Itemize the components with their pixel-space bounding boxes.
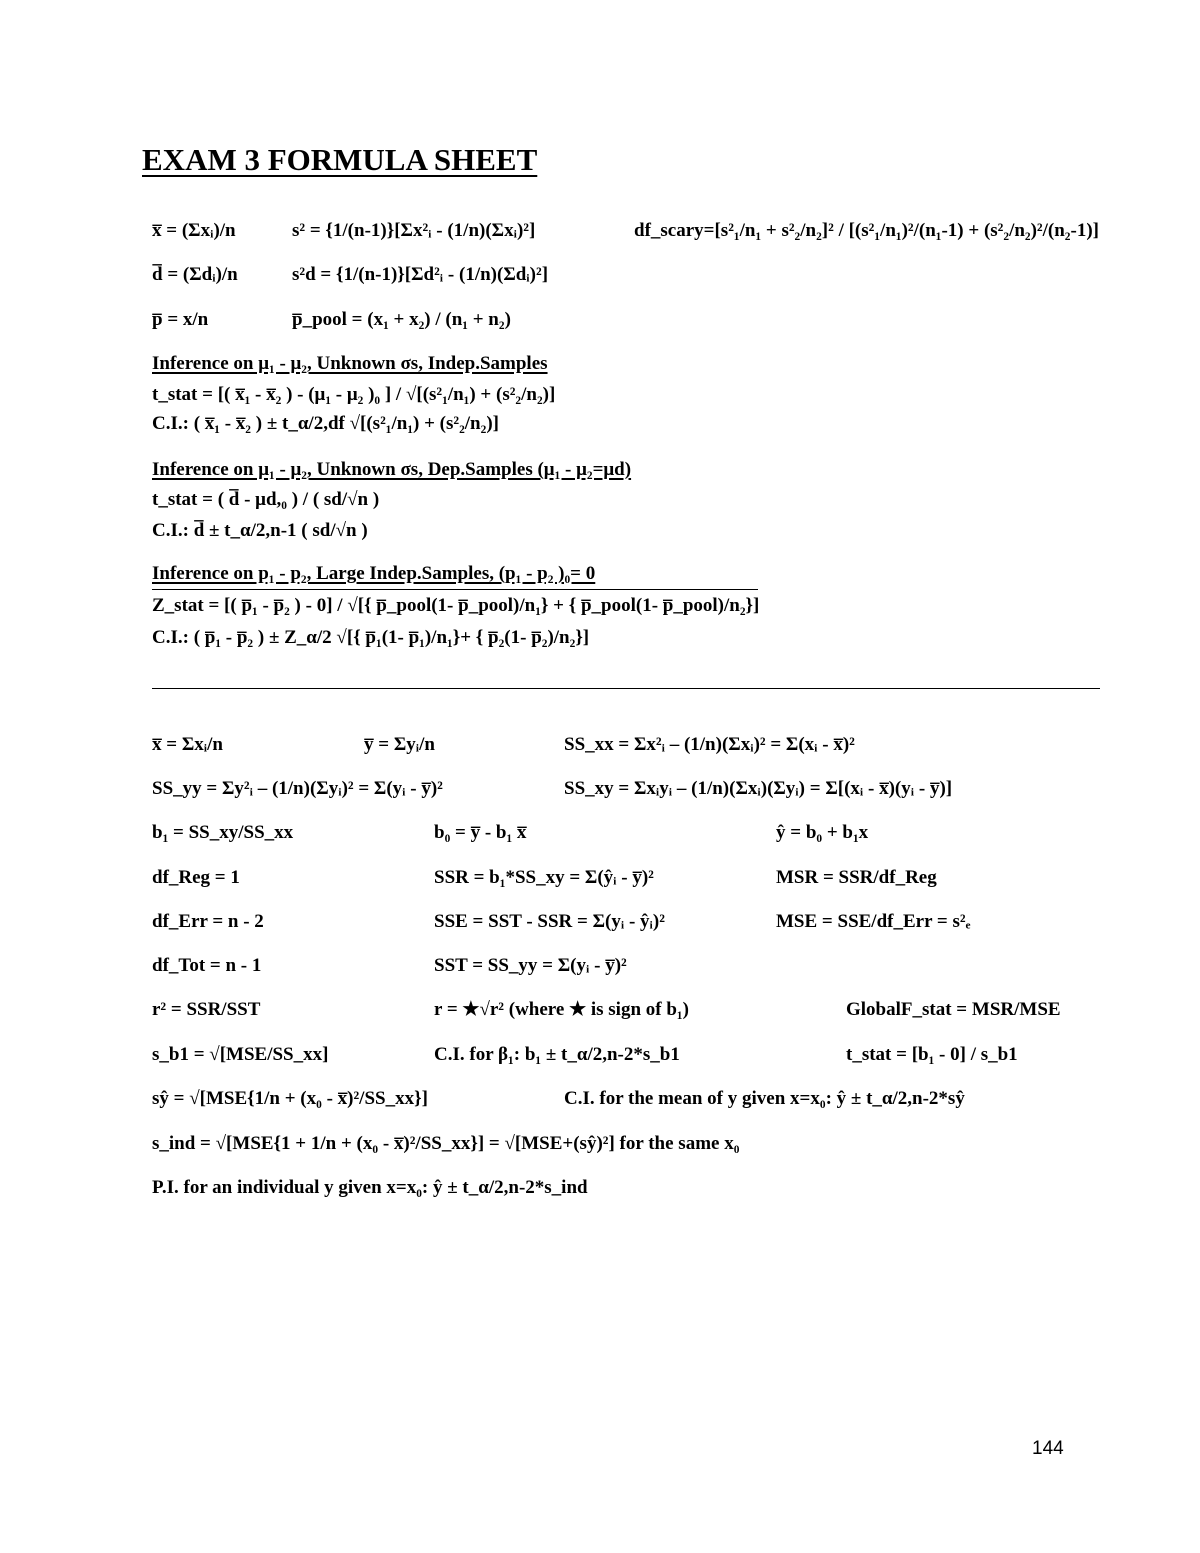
reg-global-f: GlobalF_stat = MSR/MSE	[846, 999, 1061, 1020]
reg-r-squared: r² = SSR/SST	[152, 999, 261, 1020]
reg-b0: b₀ = y̅ - b₁ x̅	[434, 822, 527, 843]
reg-df-reg: df_Reg = 1	[152, 867, 240, 888]
inference-dep-ci: C.I.: d̅ ± t_α/2,n-1 ( sd/√n )	[152, 520, 368, 541]
inference-indep-tstat: t_stat = [( x̅₁ - x̅₂ ) - (μ₁ - μ₂ )₀ ] / √[(s²₁/n₁) + (s²₂/n₂)]	[152, 384, 556, 405]
reg-pi-individual: P.I. for an individual y given x=x₀: ŷ ± t_α/2,n-2*s_ind	[152, 1177, 588, 1198]
reg-sst: SST = SS_yy = Σ(yᵢ - y̅)²	[434, 955, 627, 976]
inference-prop-ci: C.I.: ( p̅₁ - p̅₂ ) ± Z_α/2 √[{ p̅₁(1- p̅₁)/n₁}+ { p̅₂(1- p̅₂)/n₂}]	[152, 627, 590, 648]
inference-dep-header: Inference on μ₁ - μ₂, Unknown σs, Dep.Samples (μ₁ - μ₂=μd)	[152, 459, 632, 480]
section-divider	[152, 688, 1100, 689]
inference-indep-ci: C.I.: ( x̅₁ - x̅₂ ) ± t_α/2,df √[(s²₁/n₁) + (s²₂/n₂)]	[152, 413, 499, 434]
reg-sse: SSE = SST - SSR = Σ(yᵢ - ŷᵢ)²	[434, 911, 665, 932]
variance-formula: s² = {1/(n-1)}[Σx²ᵢ - (1/n)(Σxᵢ)²]	[292, 220, 536, 241]
reg-df-err: df_Err = n - 2	[152, 911, 264, 932]
reg-ci-beta1: C.I. for β₁: b₁ ± t_α/2,n-2*s_b1	[434, 1044, 680, 1065]
reg-s-ind: s_ind = √[MSE{1 + 1/n + (x₀ - x̅)²/SS_xx}] = √[MSE+(sŷ)²] for the same x₀	[152, 1133, 740, 1154]
inference-prop-zstat: Z_stat = [( p̅₁ - p̅₂ ) - 0] / √[{ p̅_pool(1- p̅_pool)/n₁} + { p̅_pool(1- p̅_pool)/n₂}]	[152, 595, 760, 616]
p-pool-formula: p̅_pool = (x₁ + x₂) / (n₁ + n₂)	[292, 309, 511, 330]
reg-ssxx: SS_xx = Σx²ᵢ – (1/n)(Σxᵢ)² = Σ(xᵢ - x̅)²	[564, 734, 855, 755]
reg-ssr: SSR = b₁*SS_xy = Σ(ŷᵢ - y̅)²	[434, 867, 654, 888]
inference-dep-tstat: t_stat = ( d̅ - μd,₀ ) / ( sd/√n )	[152, 489, 380, 510]
reg-ssxy: SS_xy = Σxᵢyᵢ – (1/n)(Σxᵢ)(Σyᵢ) = Σ[(xᵢ - x̅)(yᵢ - y̅)]	[564, 778, 953, 799]
reg-r: r = ★√r² (where ★ is sign of b₁)	[434, 999, 689, 1020]
header-underline-rule	[152, 589, 758, 590]
reg-msr: MSR = SSR/df_Reg	[776, 867, 937, 888]
reg-ssyy: SS_yy = Σy²ᵢ – (1/n)(Σyᵢ)² = Σ(yᵢ - y̅)²	[152, 778, 443, 799]
p-hat-formula: p̅ = x/n	[152, 309, 209, 330]
reg-yhat: ŷ = b₀ + b₁x	[776, 822, 869, 843]
page-number: 144	[1032, 1438, 1064, 1459]
mean-x-formula: x̅ = (Σxᵢ)/n	[152, 220, 236, 241]
reg-tstat: t_stat = [b₁ - 0] / s_b1	[846, 1044, 1018, 1065]
reg-sb1: s_b1 = √[MSE/SS_xx]	[152, 1044, 329, 1065]
reg-s-yhat: sŷ = √[MSE{1/n + (x₀ - x̅)²/SS_xx}]	[152, 1088, 428, 1109]
reg-mean-x: x̅ = Σxᵢ/n	[152, 734, 223, 755]
inference-prop-header: Inference on p₁ - p₂, Large Indep.Samples, (p₁ - p₂ )₀= 0	[152, 563, 596, 584]
reg-ci-mean: C.I. for the mean of y given x=x₀: ŷ ± t_α/2,n-2*sŷ	[564, 1088, 965, 1109]
reg-mse: MSE = SSE/df_Err = s²ₑ	[776, 911, 971, 932]
variance-d-formula: s²d = {1/(n-1)}[Σd²ᵢ - (1/n)(Σdᵢ)²]	[292, 264, 549, 285]
reg-b1: b₁ = SS_xy/SS_xx	[152, 822, 294, 843]
page-title: EXAM 3 FORMULA SHEET	[142, 142, 538, 177]
inference-indep-header: Inference on μ₁ - μ₂, Unknown σs, Indep.Samples	[152, 353, 548, 374]
reg-mean-y: y̅ = Σyᵢ/n	[364, 734, 435, 755]
df-scary-formula: df_scary=[s²₁/n₁ + s²₂/n₂]² / [(s²₁/n₁)²/(n₁-1) + (s²₂/n₂)²/(n₂-1)]	[634, 220, 1099, 241]
mean-d-formula: d̅ = (Σdᵢ)/n	[152, 264, 238, 285]
reg-df-tot: df_Tot = n - 1	[152, 955, 262, 976]
